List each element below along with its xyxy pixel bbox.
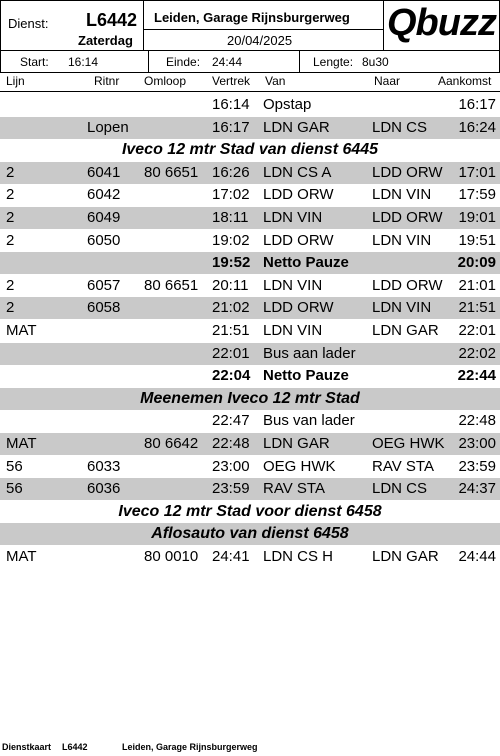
qbuzz-logo: Qbuzz (387, 2, 496, 44)
cell-van: LDN GAR (263, 435, 330, 452)
cell-aankomst: 19:51 (458, 231, 496, 249)
cell-aankomst: 21:51 (458, 299, 496, 317)
cell-aankomst: 24:37 (458, 480, 496, 498)
cell-vertrek: 18:11 (212, 209, 249, 226)
cell-ritnr: 6049 (87, 209, 121, 226)
column-header-naar: Naar (374, 74, 401, 88)
table-row (0, 546, 500, 568)
date-label: 20/04/2025 (227, 33, 293, 48)
cell-omloop: 80 6651 (144, 163, 199, 181)
start-label: Start: (20, 55, 49, 69)
table-row (0, 252, 500, 274)
cell-naar: LDD ORW (372, 209, 443, 226)
table-row (0, 365, 500, 387)
cell-aankomst: 17:01 (458, 163, 496, 181)
cell-ritnr: 6057 (87, 276, 121, 294)
divider (148, 50, 149, 73)
footer-location: Leiden, Garage Rijnsburgerweg (122, 742, 258, 752)
dienst-label: Dienst: (8, 16, 49, 31)
cell-aankomst: 24:44 (458, 548, 496, 565)
column-header-van: Van (265, 74, 286, 88)
cell-ritnr: Lopen (87, 118, 129, 136)
cell-aankomst: 20:09 (457, 254, 496, 272)
cell-van: LDN VIN (263, 276, 323, 294)
cell-vertrek: 23:59 (212, 480, 250, 498)
cell-naar: LDN CS (372, 118, 428, 136)
cell-van: OEG HWK (263, 457, 336, 475)
cell-lijn: 2 (6, 163, 15, 181)
header-rule (0, 91, 500, 92)
cell-van: Bus aan lader (263, 344, 356, 362)
section-heading: Meenemen Iveco 12 mtr Stad (0, 388, 500, 410)
divider (299, 50, 300, 73)
header (0, 0, 500, 73)
cell-van: RAV STA (263, 480, 325, 498)
cell-vertrek: 22:04 (212, 367, 251, 385)
cell-ritnr: 6036 (87, 480, 121, 498)
cell-vertrek: 23:00 (212, 457, 250, 475)
cell-vertrek: 21:51 (212, 322, 250, 339)
cell-naar: LDD ORW (372, 276, 443, 294)
cell-van: LDD ORW (263, 231, 334, 249)
lengte-label: Lengte: (313, 55, 354, 69)
cell-aankomst: 22:01 (458, 322, 496, 339)
cell-vertrek: 22:47 (212, 412, 250, 430)
divider (0, 50, 500, 51)
table-row (0, 275, 500, 297)
dienst-number: L6442 (86, 10, 138, 30)
table-row (0, 433, 500, 455)
footer-dienst-number: L6442 (62, 742, 88, 752)
table-row (0, 320, 500, 342)
section-heading: Iveco 12 mtr Stad van dienst 6445 (121, 141, 379, 159)
cell-naar: LDN VIN (372, 299, 432, 317)
start-time: 16:14 (68, 55, 99, 69)
cell-van: Bus van lader (263, 412, 355, 430)
column-header-lijn: Lijn (6, 74, 25, 88)
cell-naar: LDN VIN (372, 231, 432, 249)
cell-aankomst: 22:48 (458, 412, 496, 430)
cell-van: LDN VIN (263, 322, 323, 339)
cell-vertrek: 19:02 (212, 231, 250, 249)
cell-aankomst: 16:17 (458, 96, 496, 113)
cell-aankomst: 22:44 (457, 367, 496, 385)
cell-van: LDD ORW (263, 299, 334, 317)
cell-omloop: 80 6651 (144, 276, 199, 294)
cell-van: LDN CS A (263, 163, 332, 181)
cell-vertrek: 16:26 (212, 163, 250, 181)
cell-van: LDN CS H (263, 548, 334, 565)
table-row (0, 94, 500, 116)
cell-lijn: 2 (6, 209, 15, 226)
cell-van: LDD ORW (263, 186, 334, 204)
cell-ritnr: 6050 (87, 231, 121, 249)
cell-lijn: MAT (6, 435, 37, 452)
cell-aankomst: 17:59 (458, 186, 496, 204)
table-row (0, 478, 500, 500)
cell-lijn: 2 (6, 276, 15, 294)
cell-aankomst: 16:24 (458, 118, 496, 136)
table-row (0, 297, 500, 319)
cell-van: Netto Pauze (263, 367, 349, 385)
cell-naar: LDN VIN (372, 186, 432, 204)
einde-time: 24:44 (212, 55, 243, 69)
table-row (0, 184, 500, 206)
table-row (0, 456, 500, 478)
cell-naar: LDN GAR (372, 322, 439, 339)
cell-vertrek: 21:02 (212, 299, 250, 317)
cell-vertrek: 16:17 (212, 118, 250, 136)
column-header-ritnr: Ritnr (94, 74, 120, 88)
einde-label: Einde: (166, 55, 201, 69)
cell-lijn: MAT (6, 322, 37, 339)
column-header-aankomst: Aankomst (438, 74, 492, 88)
cell-van: LDN VIN (263, 209, 323, 226)
cell-lijn: 2 (6, 299, 15, 317)
table-row (0, 207, 500, 229)
cell-vertrek: 19:52 (212, 254, 251, 272)
footer-label: Dienstkaart (2, 742, 52, 752)
table-row (0, 230, 500, 252)
lengte-value: 8u30 (362, 55, 389, 69)
cell-aankomst: 23:59 (458, 457, 496, 475)
cell-aankomst: 21:01 (458, 276, 496, 294)
cell-vertrek: 20:11 (212, 276, 249, 294)
table-row (0, 117, 500, 139)
cell-naar: OEG HWK (372, 435, 445, 452)
cell-lijn: MAT (6, 548, 37, 565)
cell-vertrek: 22:48 (212, 435, 250, 452)
cell-ritnr: 6033 (87, 457, 121, 475)
cell-van: Opstap (263, 96, 312, 113)
cell-ritnr: 6042 (87, 186, 121, 204)
cell-omloop: 80 0010 (144, 548, 199, 565)
cell-vertrek: 24:41 (212, 548, 250, 565)
column-header-row (0, 73, 500, 91)
location-title: Leiden, Garage Rijnsburgerweg (154, 10, 350, 25)
cell-van: Netto Pauze (263, 254, 349, 272)
table-row (0, 343, 500, 365)
cell-lijn: 2 (6, 186, 15, 204)
column-header-vertrek: Vertrek (212, 74, 251, 88)
section-heading: Aflosauto van dienst 6458 (0, 523, 500, 545)
cell-aankomst: 22:02 (458, 344, 496, 362)
cell-aankomst: 23:00 (458, 435, 496, 452)
cell-ritnr: 6058 (87, 299, 121, 317)
cell-omloop: 80 6642 (144, 435, 199, 452)
cell-naar: LDD ORW (372, 163, 443, 181)
cell-naar: LDN GAR (372, 548, 439, 565)
table-row (0, 410, 500, 432)
column-header-omloop: Omloop (144, 74, 187, 88)
divider (143, 0, 144, 51)
cell-naar: RAV STA (372, 457, 434, 475)
cell-van: LDN GAR (263, 118, 330, 136)
cell-vertrek: 16:14 (212, 96, 250, 113)
section-heading: Iveco 12 mtr Stad voor dienst 6458 (118, 502, 382, 520)
cell-vertrek: 17:02 (212, 186, 250, 204)
cell-lijn: 2 (6, 231, 15, 249)
day-label: Zaterdag (78, 33, 133, 48)
cell-naar: LDN CS (372, 480, 428, 498)
footer (0, 740, 500, 756)
cell-lijn: 56 (6, 480, 23, 498)
table-row (0, 162, 500, 184)
cell-ritnr: 6041 (87, 163, 121, 181)
divider (383, 0, 384, 51)
cell-aankomst: 19:01 (458, 209, 496, 226)
divider (143, 29, 384, 30)
cell-vertrek: 22:01 (212, 344, 250, 362)
cell-lijn: 56 (6, 457, 23, 475)
